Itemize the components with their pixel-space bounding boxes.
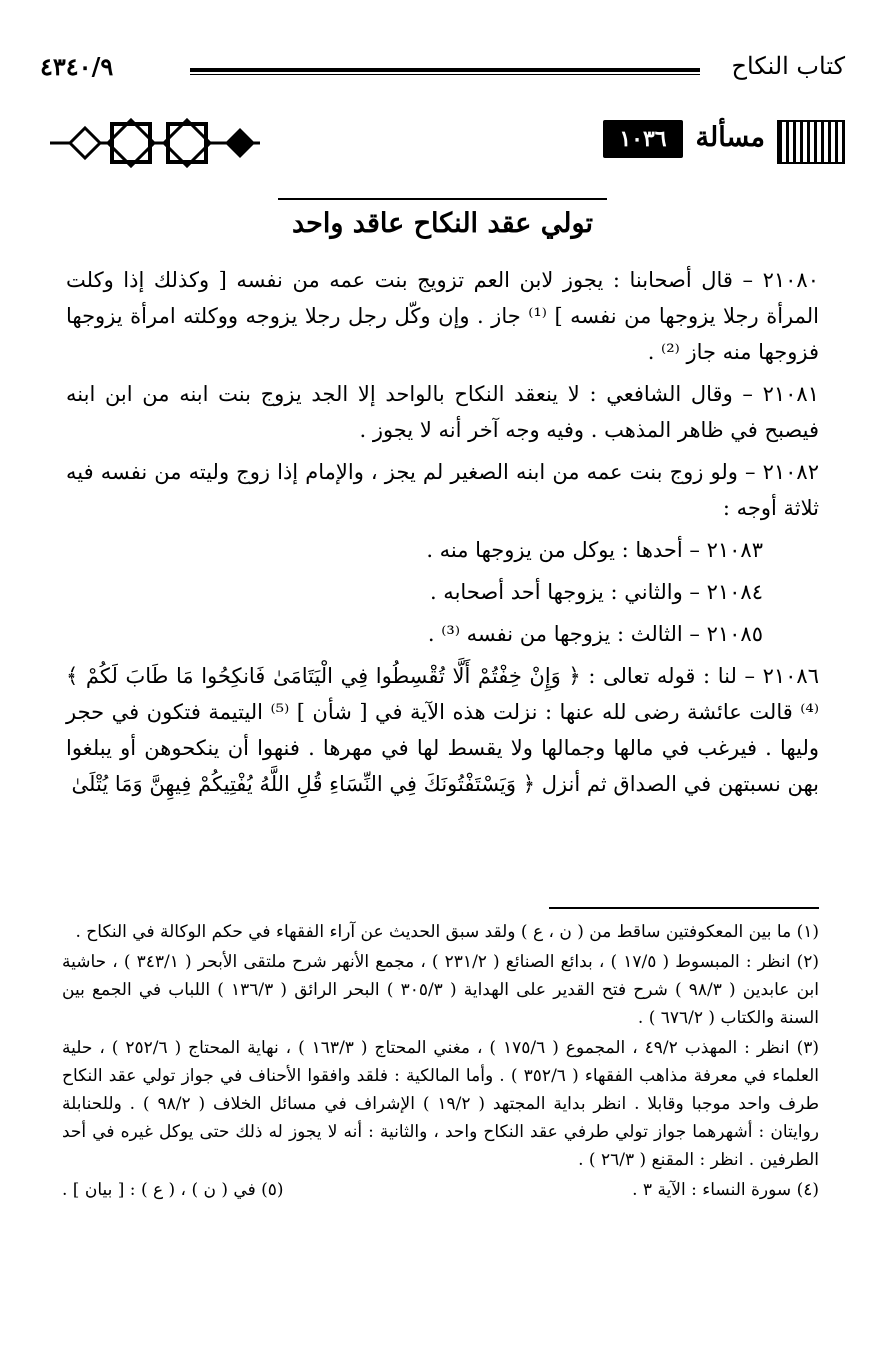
footnote-5: (٥) في ( ن ) ، ( ع ) : [ بيان ] . <box>62 1180 284 1200</box>
masala-label: مسألة <box>695 122 765 153</box>
footnotes <box>62 918 819 1204</box>
paragraph-21084: ٢١٠٨٤ – والثاني : يزوجها أحد أصحابه . <box>429 580 763 604</box>
masala-banner <box>40 118 845 168</box>
footnote-1: (١) ما بين المعكوفتين ساقط من ( ن ، ع ) ولقد سبق الحديث عن آراء الفقهاء في حكم الوكالة في النكاح . <box>75 922 819 942</box>
masala-number: ١٠٣٦ <box>603 120 683 158</box>
paragraph-21081: ٢١٠٨١ – وقال الشافعي : لا ينعقد النكاح بالواحد إلا الجد يزوج بنت ابنه من ابن ابنه فيصبح في ظاهر المذهب . وفيه وجه آخر أنه لا يجوز . <box>66 382 819 442</box>
footnote-4: (٤) سورة النساء : الآية ٣ . <box>632 1180 819 1200</box>
geometric-ornament <box>50 118 260 168</box>
section-heading <box>0 198 885 239</box>
heading-text: تولي عقد النكاح عاقد واحد <box>278 198 607 239</box>
header-rule <box>190 68 700 75</box>
book-title: كتاب النكاح <box>731 52 845 80</box>
paragraph-21082: ٢١٠٨٢ – ولو زوج بنت عمه من ابنه الصغير لم يجز ، والإمام إذا زوج وليته من نفسه فيه ثلاثة أوجه : <box>66 460 819 520</box>
paragraph-21086: ٢١٠٨٦ – لنا : قوله تعالى : ﴿ وَإِنْ خِفْتُمْ أَلَّا تُقْسِطُوا فِي الْيَتَامَىٰ فَانكِحُوا مَا طَابَ لَكُمْ ﴾ ⁽⁴⁾ قالت عائشة رضى لله عنها : نزلت هذه الآية في [ شأن ] ⁽⁵⁾ اليتيمة فتكون في حجر وليها . فيرغب في مالها وجمالها ولا يقسط لها في مهرها . فنهوا أن ينكحوهن أو يبلغوا بهن نسبتهن في الصداق ثم أنزل ﴿ وَيَسْتَفْتُونَكَ فِي النِّسَاءِ قُلِ اللَّهُ يُفْتِيكُمْ فِيهِنَّ وَمَا يُتْلَىٰ <box>66 664 819 796</box>
paragraph-21080: ٢١٠٨٠ – قال أصحابنا : يجوز لابن العم تزويج بنت عمه من نفسه [ وكذلك إذا وكلت المرأة رجلا يزوجها من نفسه ] ⁽¹⁾ جاز . وإن وكّل رجل رجلا يزوجه ووكلته امرأة يزوجها فزوجها منه جاز ⁽²⁾ . <box>66 268 819 364</box>
footnote-separator <box>549 907 819 909</box>
paragraph-21085: ٢١٠٨٥ – الثالث : يزوجها من نفسه ⁽³⁾ . <box>427 622 763 646</box>
barcode-ornament <box>777 120 845 164</box>
footnote-2: (٢) انظر : المبسوط ( ١٧/٥ ) ، بدائع الصنائع ( ٢٣١/٢ ) ، مجمع الأنهر شرح ملتقى الأبحر ( ٣٤٣/١ ) ، حاشية ابن عابدين ( ٩٨/٣ ) شرح فتح القدير على الهداية ( ٣٠٥/٣ ) البحر الرائق ( ١٣٦/٣ ) اللباب في الجمع بين السنة والكتاب ( ٦٧٦/٢ ) . <box>62 952 819 1028</box>
main-text <box>66 262 819 808</box>
page-reference: ٤٣٤٠/٩ <box>40 52 114 81</box>
footnote-3: (٣) انظر : المهذب ٤٩/٢ ، المجموع ( ١٧٥/٦ ) ، مغني المحتاج ( ١٦٣/٣ ) ، نهاية المحتاج ( ٢٥٢/٦ ) ، حلية العلماء في معرفة مذاهب الفقهاء ( ٣٥٢/٦ ) . وأما المالكية : فلقد وافقوا الأحناف في جواز تولي عقد النكاح طرف واحد موجبا وقابلا . انظر بداية المجتهد ( ١٩/٢ ) الإشراف في مسائل الخلاف ( ٩٨/٢ ) . وللحنابلة روايتان : أشهرهما جواز تولي طرفي عقد النكاح واحد ، والثانية : أنه لا يجوز له ذلك حتى يوكل غيره في أحد الطرفين . انظر : المقنع ( ٢٦/٣ ) . <box>62 1038 819 1170</box>
running-header <box>40 52 845 92</box>
paragraph-21083: ٢١٠٨٣ – أحدها : يوكل من يزوجها منه . <box>426 538 763 562</box>
footnote-row <box>62 1176 819 1204</box>
